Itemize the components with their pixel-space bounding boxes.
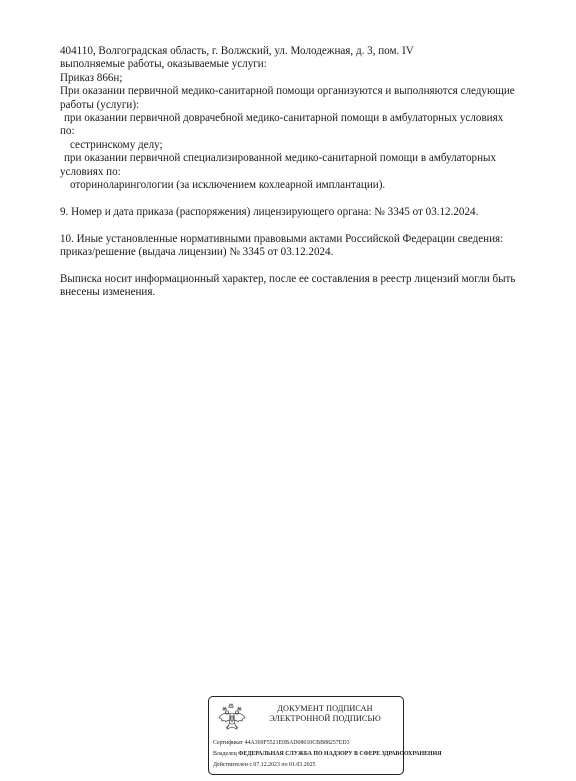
- certificate-label: Сертификат: [213, 740, 243, 746]
- section-10-other-info: 10. Иные установленные нормативными правовыми актами Российской Федерации сведения:: [60, 232, 504, 245]
- certificate-value: 44A369F5521E0BAD08610CBB88257ED3: [244, 740, 350, 746]
- section-9-order: 9. Номер и дата приказа (распоряжения) лицензирующего органа: № 3345 от 03.12.2024.: [60, 205, 479, 218]
- primary-care-intro: При оказании первичной медико-санитарной помощи организуются и выполняются следующие: [60, 85, 515, 98]
- electronic-signature-stamp: [208, 696, 442, 775]
- stamp-owner-row: [213, 751, 441, 758]
- specialized-care-item-cont: условиях по:: [60, 165, 121, 178]
- address-line: 404110, Волгоградская область, г. Волжский, ул. Молодежная, д. 3, пом. IV: [60, 45, 414, 57]
- owner-value: ФЕДЕРАЛЬНАЯ СЛУЖБА ПО НАДЗОРУ В СФЕРЕ ЗДРАВООХРАНЕНИЯ: [238, 751, 442, 757]
- prevrach-care-item-cont: по:: [60, 125, 75, 138]
- nursing-service: сестринскому делу;: [70, 138, 163, 151]
- specialized-care-item: при оказании первичной специализированной медико-санитарной помощи в амбулаторных: [64, 152, 497, 165]
- otorhinolaryngology-service: оториноларингологии (за исключением кохлеарной имплантации).: [70, 179, 386, 192]
- stamp-title-line-2: ЭЛЕКТРОННОЙ ПОДПИСЬЮ: [269, 713, 381, 723]
- stamp-validity-row: [213, 762, 316, 769]
- section-10-decision: приказ/решение (выдача лицензии) № 3345 от 03.12.2024.: [60, 246, 334, 259]
- order-reference: Приказ 866н;: [60, 71, 123, 84]
- disclaimer-cont: внесены изменения.: [60, 286, 156, 299]
- stamp-title-line-1: ДОКУМЕНТ ПОДПИСАН: [277, 704, 373, 713]
- works-services-label: выполняемые работы, оказываемые услуги:: [60, 58, 267, 71]
- validity-text: Действителен с 07.12.2023 по 01.03.2025: [213, 762, 316, 768]
- stamp-certificate-row: [213, 740, 350, 747]
- russian-coat-of-arms-icon: [217, 701, 247, 735]
- stamp-title: [249, 704, 401, 723]
- document-body: [60, 45, 550, 300]
- primary-care-intro-cont: работы (услуги):: [60, 98, 140, 111]
- prevrach-care-item: при оказании первичной доврачебной медико-санитарной помощи в амбулаторных условиях: [64, 112, 504, 125]
- owner-label: Владелец: [213, 751, 237, 757]
- disclaimer: Выписка носит информационный характер, после ее составления в реестр лицензий могли быть: [60, 272, 516, 285]
